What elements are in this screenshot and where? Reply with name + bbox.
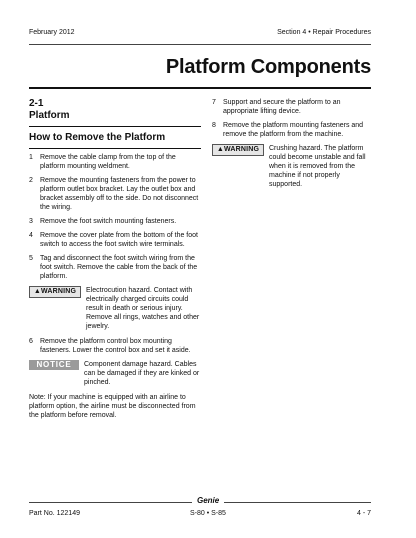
step-text: Remove the cover plate from the bottom of the foot switch to access the foot switch wire terminals. bbox=[40, 232, 198, 248]
step-number: 2 bbox=[29, 177, 33, 184]
warning-label: ▲WARNING bbox=[29, 286, 81, 298]
left-column bbox=[29, 98, 201, 420]
step-number: 6 bbox=[29, 338, 33, 345]
step-number: 5 bbox=[29, 255, 33, 262]
page-number: 4 - 7 bbox=[356, 510, 371, 517]
header-rule bbox=[29, 44, 371, 45]
genie-logo: Genie bbox=[197, 496, 220, 505]
step-text: Remove the mounting fasteners from the power to platform outlet box bracket. Lay the outlet box and bracket assembly off to the side. Do not disconnect the wiring. bbox=[40, 177, 199, 211]
section-rule bbox=[29, 126, 201, 127]
step-text: Remove the foot switch mounting fasteners. bbox=[40, 218, 177, 225]
step-7 bbox=[212, 98, 372, 116]
step-8 bbox=[212, 121, 372, 139]
step-number: 8 bbox=[212, 122, 216, 129]
warning-text: Electrocution hazard. Contact with electrically charged circuits could result in death or serious injury. Remove all rings, watches and other jewelry. bbox=[86, 287, 200, 330]
warning-triangle-icon: ▲ bbox=[33, 288, 41, 295]
step-6 bbox=[29, 337, 201, 355]
step-text: Tag and disconnect the foot switch wiring from the foot switch. Remove the cable from the back of the platform. bbox=[40, 255, 198, 280]
subheading: How to Remove the Platform bbox=[29, 132, 166, 143]
notice-text: Component damage hazard. Cables can be damaged if they are kinked or pinched. bbox=[84, 361, 200, 386]
right-column bbox=[212, 98, 372, 195]
section-number: 2-1 bbox=[29, 98, 44, 109]
page-title: Platform Components bbox=[165, 56, 371, 78]
step-4 bbox=[29, 231, 201, 249]
step-3 bbox=[29, 217, 201, 226]
step-text: Remove the platform mounting fasteners and remove the platform from the machine. bbox=[223, 122, 364, 138]
step-2 bbox=[29, 176, 201, 212]
footer-rule-left bbox=[29, 502, 192, 503]
warning-crushing bbox=[212, 144, 372, 189]
warning-triangle-icon: ▲ bbox=[216, 146, 224, 153]
step-text: Remove the platform control box mounting fasteners. Lower the control box and set it aside. bbox=[40, 338, 191, 354]
airline-note: Note: If your machine is equipped with an airline to platform option, the airline must be disconnected from the platform before removal. bbox=[29, 394, 196, 419]
title-rule bbox=[29, 87, 371, 89]
step-1 bbox=[29, 153, 201, 171]
warning-label: ▲WARNING bbox=[212, 144, 264, 156]
part-number: Part No. 122149 bbox=[29, 510, 80, 517]
notice-label: NOTICE bbox=[29, 360, 79, 370]
step-5 bbox=[29, 254, 201, 281]
step-number: 4 bbox=[29, 232, 33, 239]
model-number: S-80 • S-85 bbox=[190, 510, 226, 517]
step-number: 7 bbox=[212, 99, 216, 106]
warning-electrocution bbox=[29, 286, 201, 331]
header-date: February 2012 bbox=[29, 29, 75, 36]
warning-text: Crushing hazard. The platform could become unstable and fall when it is removed from the machine if not properly supported. bbox=[269, 145, 366, 188]
notice-component-damage bbox=[29, 360, 201, 387]
step-text: Support and secure the platform to an appropriate lifting device. bbox=[223, 99, 341, 115]
step-text: Remove the cable clamp from the top of the platform mounting weldment. bbox=[40, 154, 176, 170]
step-number: 3 bbox=[29, 218, 33, 225]
header-section: Section 4 • Repair Procedures bbox=[277, 29, 371, 36]
subheading-rule bbox=[29, 148, 201, 149]
step-number: 1 bbox=[29, 154, 33, 161]
section-name: Platform bbox=[29, 110, 70, 121]
footer-rule-right bbox=[224, 502, 371, 503]
